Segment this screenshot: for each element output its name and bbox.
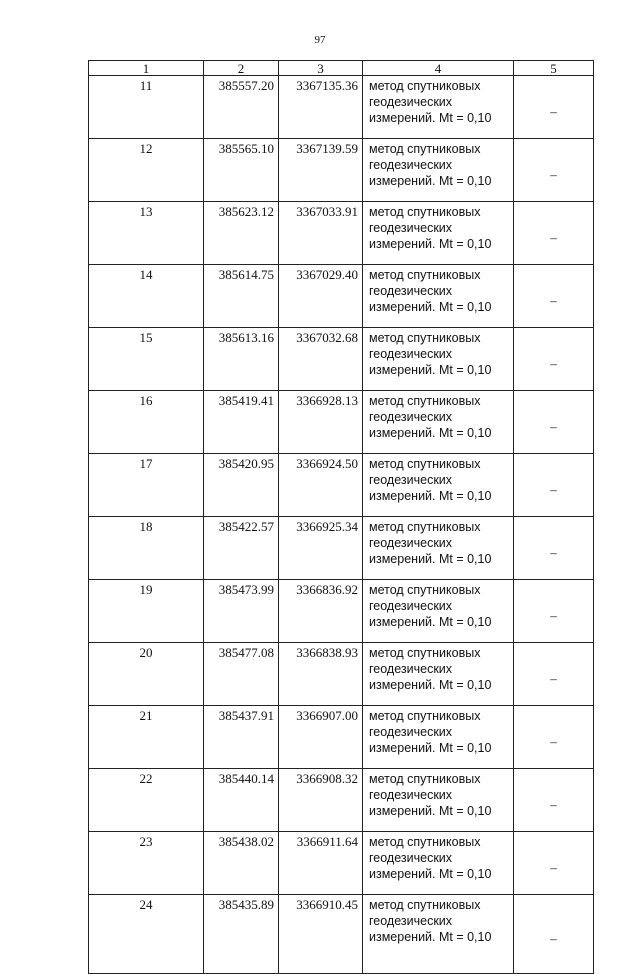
method-cell [363, 517, 514, 580]
method-line: метод спутниковых [369, 709, 481, 723]
y-coordinate-cell: 3366836.92 [279, 580, 363, 643]
method-line: геодезических [369, 725, 453, 739]
table-row [89, 832, 594, 895]
method-line: измерений. Mt = 0,10 [369, 804, 492, 818]
point-number-cell: 22 [89, 769, 204, 832]
method-line: измерений. Mt = 0,10 [369, 363, 492, 377]
method-line: измерений. Mt = 0,10 [369, 426, 492, 440]
column-5-cell: – [514, 328, 594, 391]
y-coordinate-cell: 3366924.50 [279, 454, 363, 517]
table-row [89, 76, 594, 139]
column-header: 1 [89, 61, 204, 76]
point-number-cell: 13 [89, 202, 204, 265]
table-row [89, 895, 594, 974]
y-coordinate-cell: 3366907.00 [279, 706, 363, 769]
method-line: геодезических [369, 662, 453, 676]
method-line: измерений. Mt = 0,10 [369, 111, 492, 125]
method-line: измерений. Mt = 0,10 [369, 552, 492, 566]
method-line: метод спутниковых [369, 79, 481, 93]
column-5-cell: – [514, 202, 594, 265]
method-line: измерений. Mt = 0,10 [369, 300, 492, 314]
table-row [89, 265, 594, 328]
method-cell [363, 769, 514, 832]
column-5-cell: – [514, 769, 594, 832]
table-row [89, 517, 594, 580]
x-coordinate-cell: 385438.02 [204, 832, 279, 895]
x-coordinate-cell: 385473.99 [204, 580, 279, 643]
column-header: 4 [363, 61, 514, 76]
method-line: измерений. Mt = 0,10 [369, 867, 492, 881]
method-line: метод спутниковых [369, 457, 481, 471]
method-line: геодезических [369, 851, 453, 865]
method-line: измерений. Mt = 0,10 [369, 489, 492, 503]
method-cell [363, 895, 514, 974]
point-number-cell: 14 [89, 265, 204, 328]
page-number: 97 [314, 34, 326, 46]
method-line: измерений. Mt = 0,10 [369, 930, 492, 944]
method-line: геодезических [369, 536, 453, 550]
x-coordinate-cell: 385557.20 [204, 76, 279, 139]
coordinates-table [88, 60, 594, 974]
table-row [89, 202, 594, 265]
y-coordinate-cell: 3366911.64 [279, 832, 363, 895]
y-coordinate-cell: 3366838.93 [279, 643, 363, 706]
column-5-cell: – [514, 706, 594, 769]
method-cell [363, 706, 514, 769]
point-number-cell: 23 [89, 832, 204, 895]
column-5-cell: – [514, 643, 594, 706]
column-5-cell: – [514, 265, 594, 328]
column-5-cell: – [514, 832, 594, 895]
x-coordinate-cell: 385565.10 [204, 139, 279, 202]
y-coordinate-cell: 3367033.91 [279, 202, 363, 265]
x-coordinate-cell: 385614.75 [204, 265, 279, 328]
x-coordinate-cell: 385437.91 [204, 706, 279, 769]
column-header: 3 [279, 61, 363, 76]
table-row [89, 454, 594, 517]
point-number-cell: 15 [89, 328, 204, 391]
point-number-cell: 24 [89, 895, 204, 974]
column-5-cell: – [514, 454, 594, 517]
method-line: геодезических [369, 347, 453, 361]
point-number-cell: 20 [89, 643, 204, 706]
point-number-cell: 17 [89, 454, 204, 517]
table-header-row [89, 61, 594, 76]
y-coordinate-cell: 3367135.36 [279, 76, 363, 139]
y-coordinate-cell: 3367029.40 [279, 265, 363, 328]
x-coordinate-cell: 385477.08 [204, 643, 279, 706]
y-coordinate-cell: 3366925.34 [279, 517, 363, 580]
method-line: метод спутниковых [369, 898, 481, 912]
method-line: геодезических [369, 473, 453, 487]
method-line: измерений. Mt = 0,10 [369, 615, 492, 629]
method-line: геодезических [369, 284, 453, 298]
method-cell [363, 580, 514, 643]
table-row [89, 643, 594, 706]
point-number-cell: 12 [89, 139, 204, 202]
method-line: измерений. Mt = 0,10 [369, 678, 492, 692]
column-5-cell: – [514, 517, 594, 580]
method-line: метод спутниковых [369, 268, 481, 282]
method-line: геодезических [369, 95, 453, 109]
x-coordinate-cell: 385422.57 [204, 517, 279, 580]
method-line: метод спутниковых [369, 205, 481, 219]
column-header: 2 [204, 61, 279, 76]
column-header: 5 [514, 61, 594, 76]
point-number-cell: 18 [89, 517, 204, 580]
method-line: метод спутниковых [369, 835, 481, 849]
method-cell [363, 391, 514, 454]
method-line: метод спутниковых [369, 772, 481, 786]
point-number-cell: 21 [89, 706, 204, 769]
y-coordinate-cell: 3366928.13 [279, 391, 363, 454]
method-line: геодезических [369, 599, 453, 613]
table-row [89, 328, 594, 391]
x-coordinate-cell: 385623.12 [204, 202, 279, 265]
method-line: метод спутниковых [369, 583, 481, 597]
method-line: геодезических [369, 914, 453, 928]
method-cell [363, 328, 514, 391]
method-line: геодезических [369, 221, 453, 235]
y-coordinate-cell: 3366908.32 [279, 769, 363, 832]
table-row [89, 706, 594, 769]
method-line: измерений. Mt = 0,10 [369, 174, 492, 188]
column-5-cell: – [514, 895, 594, 974]
method-cell [363, 202, 514, 265]
method-cell [363, 832, 514, 895]
column-5-cell: – [514, 139, 594, 202]
y-coordinate-cell: 3366910.45 [279, 895, 363, 974]
method-cell [363, 265, 514, 328]
method-line: метод спутниковых [369, 331, 481, 345]
y-coordinate-cell: 3367139.59 [279, 139, 363, 202]
method-cell [363, 454, 514, 517]
point-number-cell: 19 [89, 580, 204, 643]
column-5-cell: – [514, 76, 594, 139]
column-5-cell: – [514, 580, 594, 643]
table-row [89, 580, 594, 643]
y-coordinate-cell: 3367032.68 [279, 328, 363, 391]
method-line: измерений. Mt = 0,10 [369, 237, 492, 251]
method-cell [363, 139, 514, 202]
point-number-cell: 16 [89, 391, 204, 454]
column-5-cell: – [514, 391, 594, 454]
method-cell [363, 76, 514, 139]
table-row [89, 769, 594, 832]
method-line: геодезических [369, 788, 453, 802]
table-row [89, 391, 594, 454]
method-line: измерений. Mt = 0,10 [369, 741, 492, 755]
method-cell [363, 643, 514, 706]
method-line: метод спутниковых [369, 142, 481, 156]
x-coordinate-cell: 385419.41 [204, 391, 279, 454]
x-coordinate-cell: 385420.95 [204, 454, 279, 517]
x-coordinate-cell: 385440.14 [204, 769, 279, 832]
table-row [89, 139, 594, 202]
method-line: геодезических [369, 410, 453, 424]
x-coordinate-cell: 385613.16 [204, 328, 279, 391]
method-line: метод спутниковых [369, 520, 481, 534]
method-line: геодезических [369, 158, 453, 172]
point-number-cell: 11 [89, 76, 204, 139]
x-coordinate-cell: 385435.89 [204, 895, 279, 974]
method-line: метод спутниковых [369, 394, 481, 408]
method-line: метод спутниковых [369, 646, 481, 660]
